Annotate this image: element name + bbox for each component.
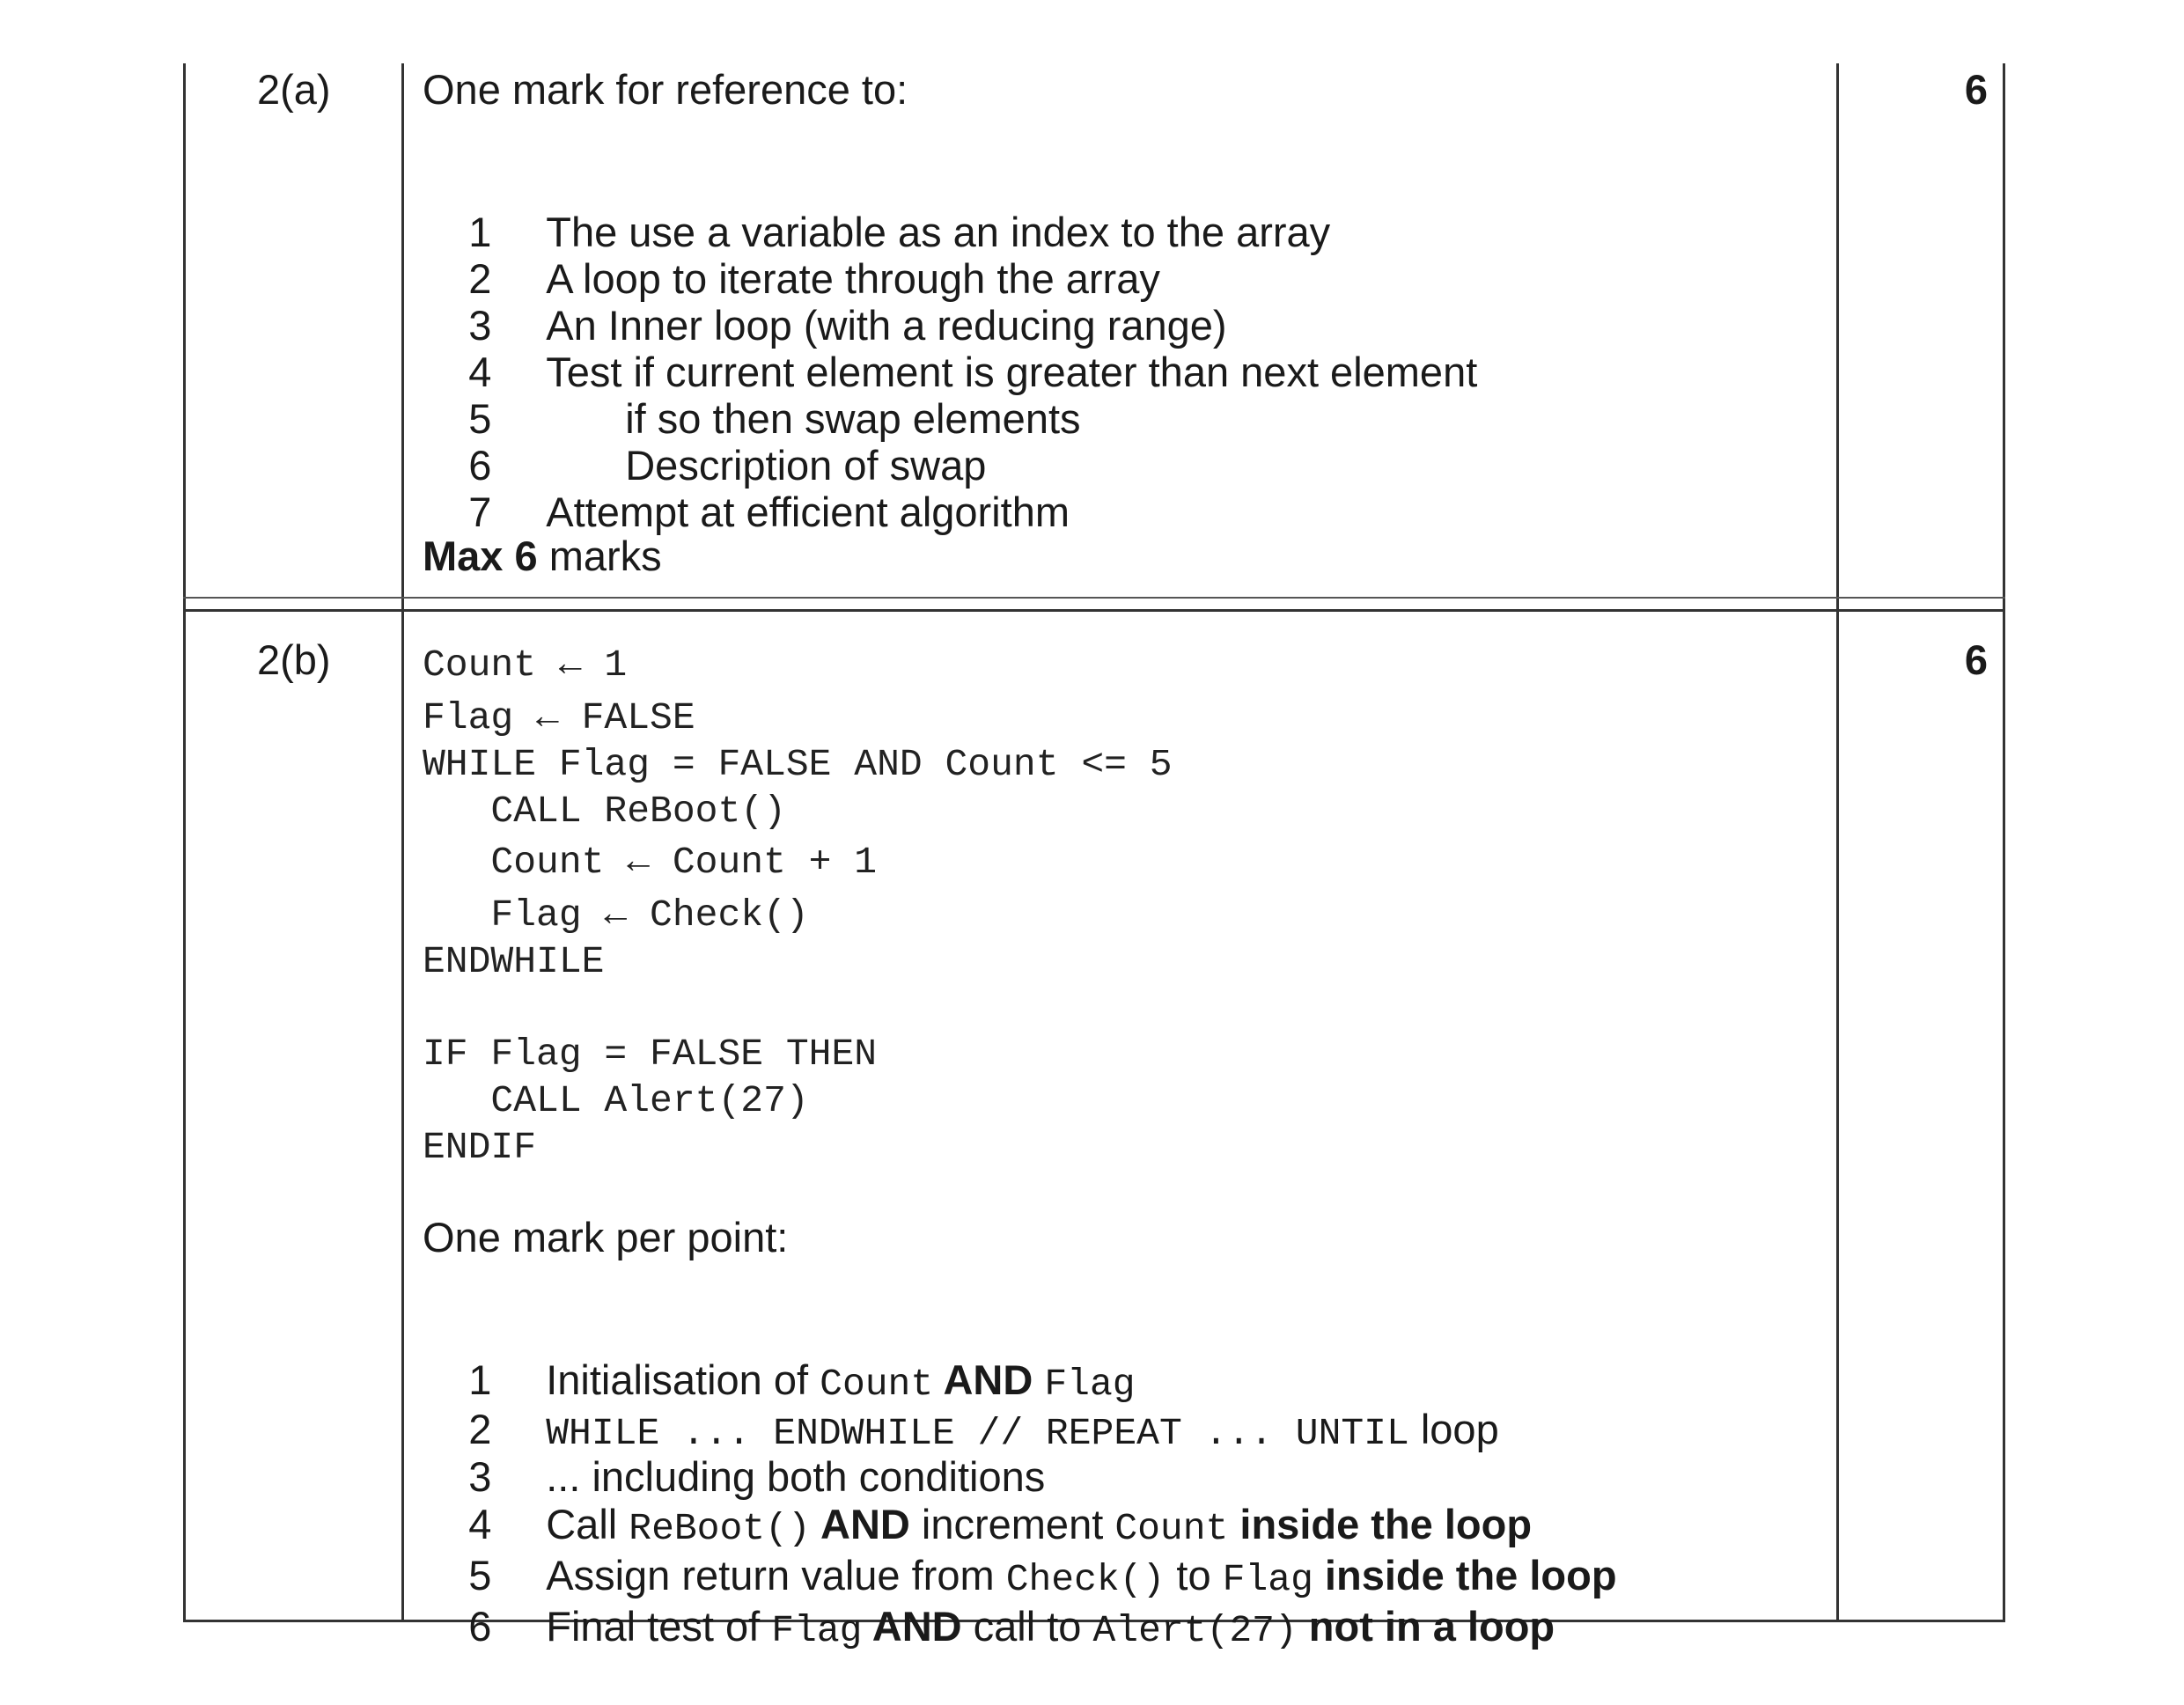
max-marks-bold: Max 6 xyxy=(423,533,538,579)
code-line: Count ← 1 xyxy=(423,643,628,687)
row-separator-upper xyxy=(183,597,2005,599)
item-code: Flag xyxy=(771,1609,863,1652)
item-number: 1 xyxy=(468,1356,492,1403)
item-text: A loop to iterate through the array xyxy=(546,255,1160,302)
code-line: Flag ← FALSE xyxy=(423,696,695,739)
item-text: Assign return value from xyxy=(546,1552,1006,1598)
item-text: The use a variable as an index to the array xyxy=(546,209,1331,255)
item-number: 6 xyxy=(468,442,492,489)
item-code: ReBoot() xyxy=(629,1507,811,1550)
max-marks-suffix: marks xyxy=(537,533,662,579)
item-text: Attempt at efficient algorithm xyxy=(546,489,1070,535)
item-code: WHILE ... ENDWHILE // REPEAT ... UNTIL xyxy=(546,1412,1409,1455)
code-line: ENDIF xyxy=(423,1126,537,1169)
item-text: An Inner loop (with a reducing range) xyxy=(546,302,1227,349)
marks-2b: 6 xyxy=(1964,636,1988,683)
item-text: loop xyxy=(1408,1406,1499,1452)
code-line: CALL ReBoot() xyxy=(423,790,786,833)
intro-2a: One mark for reference to: xyxy=(423,66,908,113)
item-number: 3 xyxy=(468,1453,492,1500)
column-divider-question xyxy=(401,63,404,1621)
intro-2b: One mark per point: xyxy=(423,1214,789,1260)
item-code: Alert(27) xyxy=(1092,1609,1298,1652)
item-number: 5 xyxy=(468,395,492,442)
item-number: 1 xyxy=(468,209,492,255)
item-text: call to xyxy=(961,1603,1093,1650)
item-text: Test if current element is greater than next element xyxy=(546,349,1478,395)
table-left-border xyxy=(183,63,186,1621)
item-text: to xyxy=(1165,1552,1223,1598)
item-number: 7 xyxy=(468,489,492,535)
item-text: ... including both conditions xyxy=(546,1453,1046,1500)
item-code: Flag xyxy=(1222,1558,1313,1601)
question-number-2b: 2(b) xyxy=(257,636,331,683)
item-text: Description of swap xyxy=(625,442,987,489)
item-number: 5 xyxy=(468,1552,492,1598)
item-number: 2 xyxy=(468,255,492,302)
code-line: IF Flag = FALSE THEN xyxy=(423,1033,878,1076)
code-line: ENDWHILE xyxy=(423,940,605,983)
item-number: 4 xyxy=(468,349,492,395)
item-number: 2 xyxy=(468,1406,492,1452)
item-number: 3 xyxy=(468,302,492,349)
item-code: Flag xyxy=(1044,1363,1136,1406)
row-separator-lower xyxy=(183,609,2005,612)
code-line: Flag ← Check() xyxy=(423,893,809,937)
item-number: 6 xyxy=(468,1603,492,1650)
max-marks-2a xyxy=(423,532,662,581)
item-bold: AND xyxy=(933,1356,1045,1403)
item-code: Count xyxy=(1114,1507,1229,1550)
list-item xyxy=(423,1553,1555,1705)
code-line: CALL Alert(27) xyxy=(423,1079,809,1122)
item-text: Call xyxy=(546,1501,629,1547)
item-number: 4 xyxy=(468,1501,492,1547)
item-text: if so then swap elements xyxy=(625,395,1081,442)
question-number-2a: 2(a) xyxy=(257,66,331,113)
item-text: increment xyxy=(909,1501,1115,1547)
marks-2a: 6 xyxy=(1964,66,1988,113)
item-bold: inside the loop xyxy=(1228,1501,1533,1547)
item-bold: AND xyxy=(862,1603,962,1650)
item-code: Count xyxy=(820,1363,934,1406)
item-bold: not in a loop xyxy=(1297,1603,1555,1650)
code-line: WHILE Flag = FALSE AND Count <= 5 xyxy=(423,743,1173,786)
table-right-border xyxy=(2003,63,2005,1621)
item-text: Initialisation of xyxy=(546,1356,820,1403)
item-bold: AND xyxy=(810,1501,910,1547)
item-code: Check() xyxy=(1005,1558,1166,1601)
item-text: Final test of xyxy=(546,1603,772,1650)
column-divider-marks xyxy=(1836,63,1839,1621)
item-bold: inside the loop xyxy=(1313,1552,1617,1598)
code-line: Count ← Count + 1 xyxy=(423,841,878,884)
